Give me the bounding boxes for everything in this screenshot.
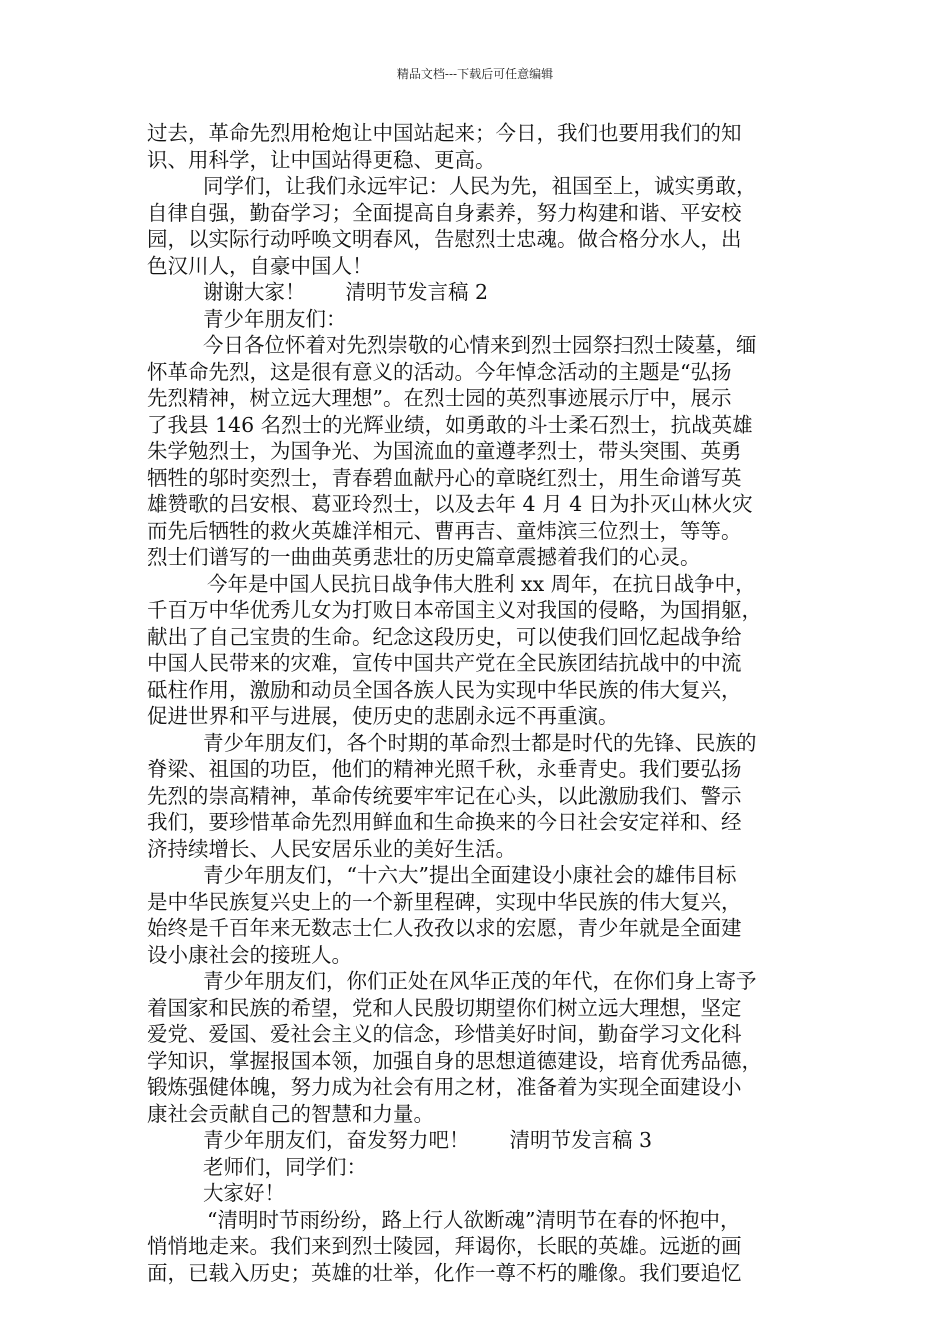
- text-line: 园，以实际行动呼唤文明春风，告慰烈士忠魂。做合格分水人，出: [147, 227, 742, 251]
- text-line: 砥柱作用，激励和动员全国各族人民为实现中华民族的伟大复兴，: [147, 677, 742, 702]
- text-line: 先烈精神，树立远大理想”。在烈士园的英烈事迹展示厅中，展示: [147, 386, 732, 410]
- closing-remark: 谢谢大家！: [203, 280, 306, 304]
- section-title: 清明节发言稿 2: [345, 280, 489, 304]
- text-line: 千百万中华优秀儿女为打败日本帝国主义对我国的侵略，为国捐躯，: [147, 598, 762, 622]
- text-line: 促进世界和平与进展，使历史的悲剧永远不再重演。: [147, 704, 619, 728]
- text-line: 中国人民带来的灾难，宣传中国共产党在全民族团结抗战中的中流: [147, 651, 742, 675]
- text-line: 自律自强，勤奋学习；全面提高自身素养，努力构建和谐、平安校: [147, 200, 742, 225]
- text-line: 朱学勉烈士，为国争光、为国流血的童遵孝烈士，带头突围、英勇: [147, 439, 742, 463]
- text-line: 济持续增长、人民安居乐业的美好生活。: [147, 836, 516, 861]
- text-line: 爱党、爱国、爱社会主义的信念，珍惜美好时间，勤奋学习文化科: [147, 1022, 742, 1046]
- page-header: 精品文档---下载后可任意编辑: [396, 67, 554, 81]
- text-line: 识、用科学，让中国站得更稳、更高。: [147, 147, 496, 172]
- text-line: 悄悄地走来。我们来到烈士陵园，拜谒你，长眠的英雄。远逝的画: [147, 1234, 742, 1258]
- document-body: [147, 120, 814, 1286]
- text-line: [147, 279, 814, 306]
- text-line: 设小康社会的接班人。: [147, 942, 352, 967]
- text-line: 青少年朋友们，“十六大”提出全面建设小康社会的雄伟目标: [203, 863, 737, 887]
- text-line: 锻炼强健体魄，努力成为社会有用之材，准备着为实现全面建设小: [147, 1075, 742, 1099]
- text-line: 先烈的崇高精神，革命传统要牢牢记在心头，以此激励我们、警示: [147, 783, 742, 808]
- text-line: 青少年朋友们，各个时期的革命烈士都是时代的先锋、民族的: [203, 730, 757, 755]
- text-line: 雄赞歌的吕安根、葛亚玲烈士，以及去年 4 月 4 日为扑灭山林火灾: [147, 492, 753, 516]
- text-line: 烈士们谱写的一曲曲英勇悲壮的历史篇章震撼着我们的心灵。: [147, 545, 701, 569]
- text-line: 脊梁、祖国的功臣，他们的精神光照千秋，永垂青史。我们要弘扬: [147, 757, 742, 781]
- text-line: 始终是千百年来无数志士仁人孜孜以求的宏愿，青少年就是全面建: [147, 916, 742, 940]
- text-line: 康社会贡献自己的智慧和力量。: [147, 1101, 434, 1126]
- text-line: 了我县 146 名烈士的光辉业绩，如勇敢的斗士柔石烈士，抗战英雄: [147, 412, 753, 437]
- text-line: 大家好！: [203, 1181, 285, 1205]
- text-line: 今年是中国人民抗日战争伟大胜利 xx 周年，在抗日战争中，: [207, 571, 756, 596]
- text-line: 青少年朋友们，你们正处在风华正茂的年代，在你们身上寄予: [203, 969, 757, 993]
- text-line: 献出了自己宝贵的生命。纪念这段历史，可以使我们回忆起战争给: [147, 624, 742, 649]
- text-line: 是中华民族复兴史上的一个新里程碑，实现中华民族的伟大复兴，: [147, 889, 742, 914]
- text-line: 着国家和民族的希望，党和人民殷切期望你们树立远大理想，坚定: [147, 995, 742, 1020]
- text-line: “清明时节雨纷纷，路上行人欲断魂”清明节在春的怀抱中，: [207, 1207, 741, 1232]
- text-line: 牺牲的邬时奕烈士，青春碧血献丹心的章晓红烈士，用生命谱写英: [147, 465, 742, 490]
- text-line: 今日各位怀着对先烈崇敬的心情来到烈士园祭扫烈士陵墓，缅: [203, 333, 757, 357]
- closing-remark: 青少年朋友们，奋发努力吧！: [203, 1128, 470, 1152]
- text-line: 过去，革命先烈用枪炮让中国站起来；今日，我们也要用我们的知: [147, 121, 742, 145]
- section-title: 清明节发言稿 3: [509, 1128, 653, 1152]
- text-line: 色汉川人，自豪中国人！: [147, 253, 373, 278]
- text-line: 老师们，同学们：: [203, 1154, 367, 1179]
- text-line: 同学们，让我们永远牢记：人民为先，祖国至上，诚实勇敢，: [203, 174, 757, 198]
- text-line: [147, 1127, 814, 1154]
- text-line: 而先后牺牲的救火英雄洋相元、曹再吉、童炜滨三位烈士，等等。: [147, 518, 742, 543]
- text-line: 我们，要珍惜革命先烈用鲜血和生命换来的今日社会安定祥和、经: [147, 810, 742, 834]
- text-line: 青少年朋友们：: [203, 306, 347, 331]
- text-line: 学知识，掌握报国本领，加强自身的思想道德建设，培育优秀品德，: [147, 1048, 762, 1073]
- text-line: 面，已载入历史；英雄的壮举，化作一尊不朽的雕像。我们要追忆: [147, 1260, 742, 1285]
- text-line: 怀革命先烈，这是很有意义的活动。今年悼念活动的主题是“弘扬: [147, 359, 732, 384]
